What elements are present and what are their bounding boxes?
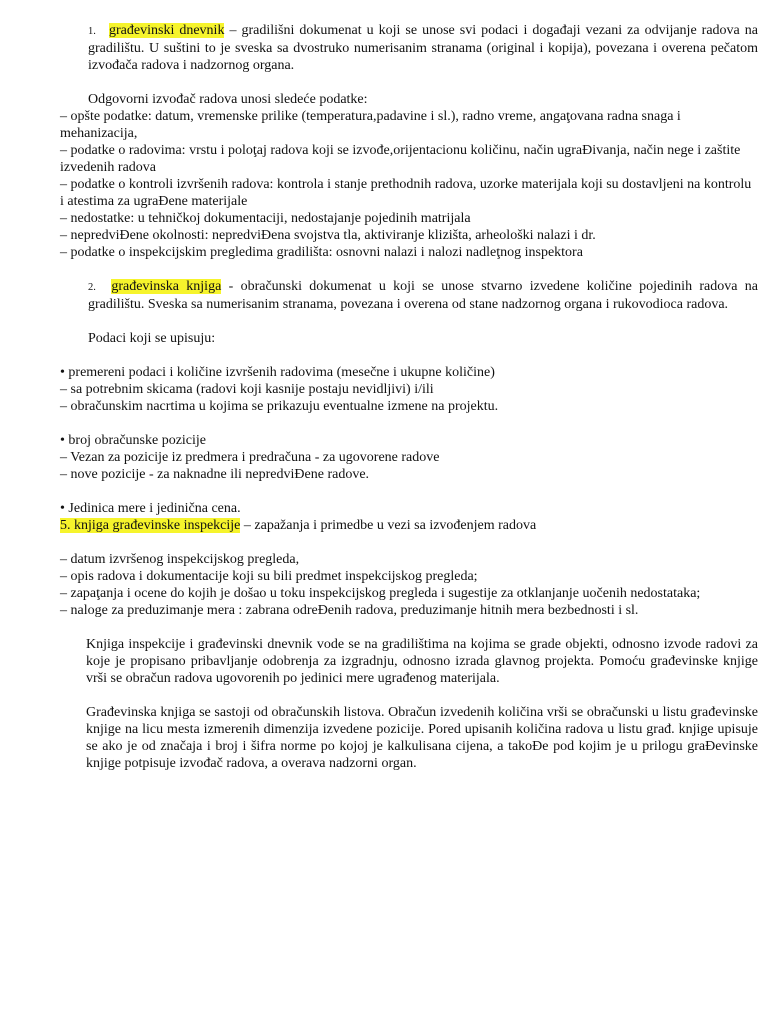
list-item: – opšte podatke: datum, vremenske prilike (temperatura,padavine i sl.), radno vreme, angaţovana radna snaga i mehanizacija,: [60, 109, 681, 141]
list-item: – sa potrebnim skicama (radovi koji kasnije postaju nevidljivi) i/ili: [60, 382, 434, 397]
list-item: • broj obračunske pozicije: [60, 433, 207, 448]
list-item: – obračunskim nacrtima u kojima se prikazuju eventualne izmene na projektu.: [60, 399, 499, 414]
section-2-text: - obračunski dokumenat u koji se unose stvarno izvedene količine pojedinih radova na gradilištu. Sveska sa numerisanim stranama, povezana i overena od stane nadzornog organa i rukovodioca radova.: [88, 279, 758, 312]
list-item: – podatke o kontroli izvršenih radova: kontrola i stanje prethodnih radova, uzorke materijala koji su dostavljeni na kontrolu i atestima za ugraĐene materijale: [60, 177, 752, 209]
section-2-group-3-item: • Jedinica mere i jedinična cena.: [60, 501, 241, 516]
section-5-term: 5. knjiga građevinske inspekcije: [60, 518, 241, 533]
list-item: – podatke o inspekcijskim pregledima gradilišta: osnovni nalazi i nalozi nadleţnog inspektora: [60, 245, 583, 260]
section-1-number: 1.: [88, 26, 96, 37]
closing-paragraph-2: Građevinska knjiga se sastoji od obračunskih listova. Obračun izvedenih količina vrši se obračunski u listu građevinske knjige na licu mesta izmerenih dimenzija izvedene pozicije. Pored upisanih količina radova u listu građ. knjige upisuje se ako je od značaja i broj i šifra norme po kojoj je kalkulisana cijena, a takoĐe pod kojim je u prilogu graĐevinske knjige potpisuje izvođač radova, a overava nadzorni organ.: [86, 705, 758, 771]
section-2-group-2: [60, 432, 758, 483]
section-2-group-1: [60, 364, 758, 415]
section-1-paragraph: [60, 22, 758, 74]
document-content: [60, 22, 758, 772]
list-item: – zapaţanja i ocene do kojih je došao u toku inspekcijskog pregleda i sugestije za otklanjanje uočenih nedostataka;: [60, 586, 701, 601]
list-item: • premereni podaci i količine izvršenih radovima (mesečne i ukupne količine): [60, 365, 495, 380]
section-2-term: građevinska knjiga: [111, 279, 222, 294]
list-item: – naloge za preduzimanje mera : zabrana odreĐenih radova, preduzimanje hitnih mera bezbednosti i sl.: [60, 603, 639, 618]
list-item: – opis radova i dokumentacije koji su bili predmet inspekcijskog pregleda;: [60, 569, 478, 584]
list-item: – nove pozicije - za naknadne ili nepredviĐene radove.: [60, 467, 370, 482]
list-item: – Vezan za pozicije iz predmera i predračuna - za ugovorene radove: [60, 450, 440, 465]
section-5-heading: [60, 517, 758, 534]
section-1-text: – gradilišni dokumenat u koji se unose svi podaci i događaji vezani za odvijanje radova na gradilištu. U suštini to je sveska sa dvostruko numerisanim stranama (original i kopija), povezana i overena pečatom izvođača radova i nadzornog organa.: [88, 23, 758, 73]
closing-paragraph-1: Knjiga inspekcije i građevinski dnevnik vode se na gradilištima na kojima se grade objekti, odnosno izvode radovi za koje je propisano pribavljanje odobrenja za izgradnju, odnosno izrada glavnog projekta. Pomoću građevinske knjige vrši se obračun radova ugovorenih po jedinici mere ugrađenog materijala.: [86, 637, 758, 686]
list-item: – podatke o radovima: vrstu i poloţaj radova koji se izvođe,orijentacionu količinu, način ugraĐivanja, način nege i zaštite izvedenih radova: [60, 143, 741, 175]
list-item: – nedostatke: u tehničkoj dokumentaciji, nedostajanje pojedinih matrijala: [60, 211, 471, 226]
section-1-list: [60, 108, 758, 261]
section-1-intro: Odgovorni izvođač radova unosi sledeće podatke:: [88, 92, 368, 107]
list-item: – nepredviĐene okolnosti: nepredviĐena svojstva tla, aktiviranje klizišta, arheološki nalazi i dr.: [60, 228, 596, 243]
section-2-number: 2.: [88, 282, 96, 293]
section-2-paragraph: [60, 278, 758, 313]
list-item: – datum izvršenog inspekcijskog pregleda,: [60, 552, 300, 567]
section-5-text: – zapažanja i primedbe u vezi sa izvođenjem radova: [240, 518, 537, 533]
section-1-term: građevinski dnevnik: [109, 23, 225, 38]
section-2-intro: Podaci koji se upisuju:: [88, 331, 216, 346]
section-5-list: [60, 551, 758, 619]
